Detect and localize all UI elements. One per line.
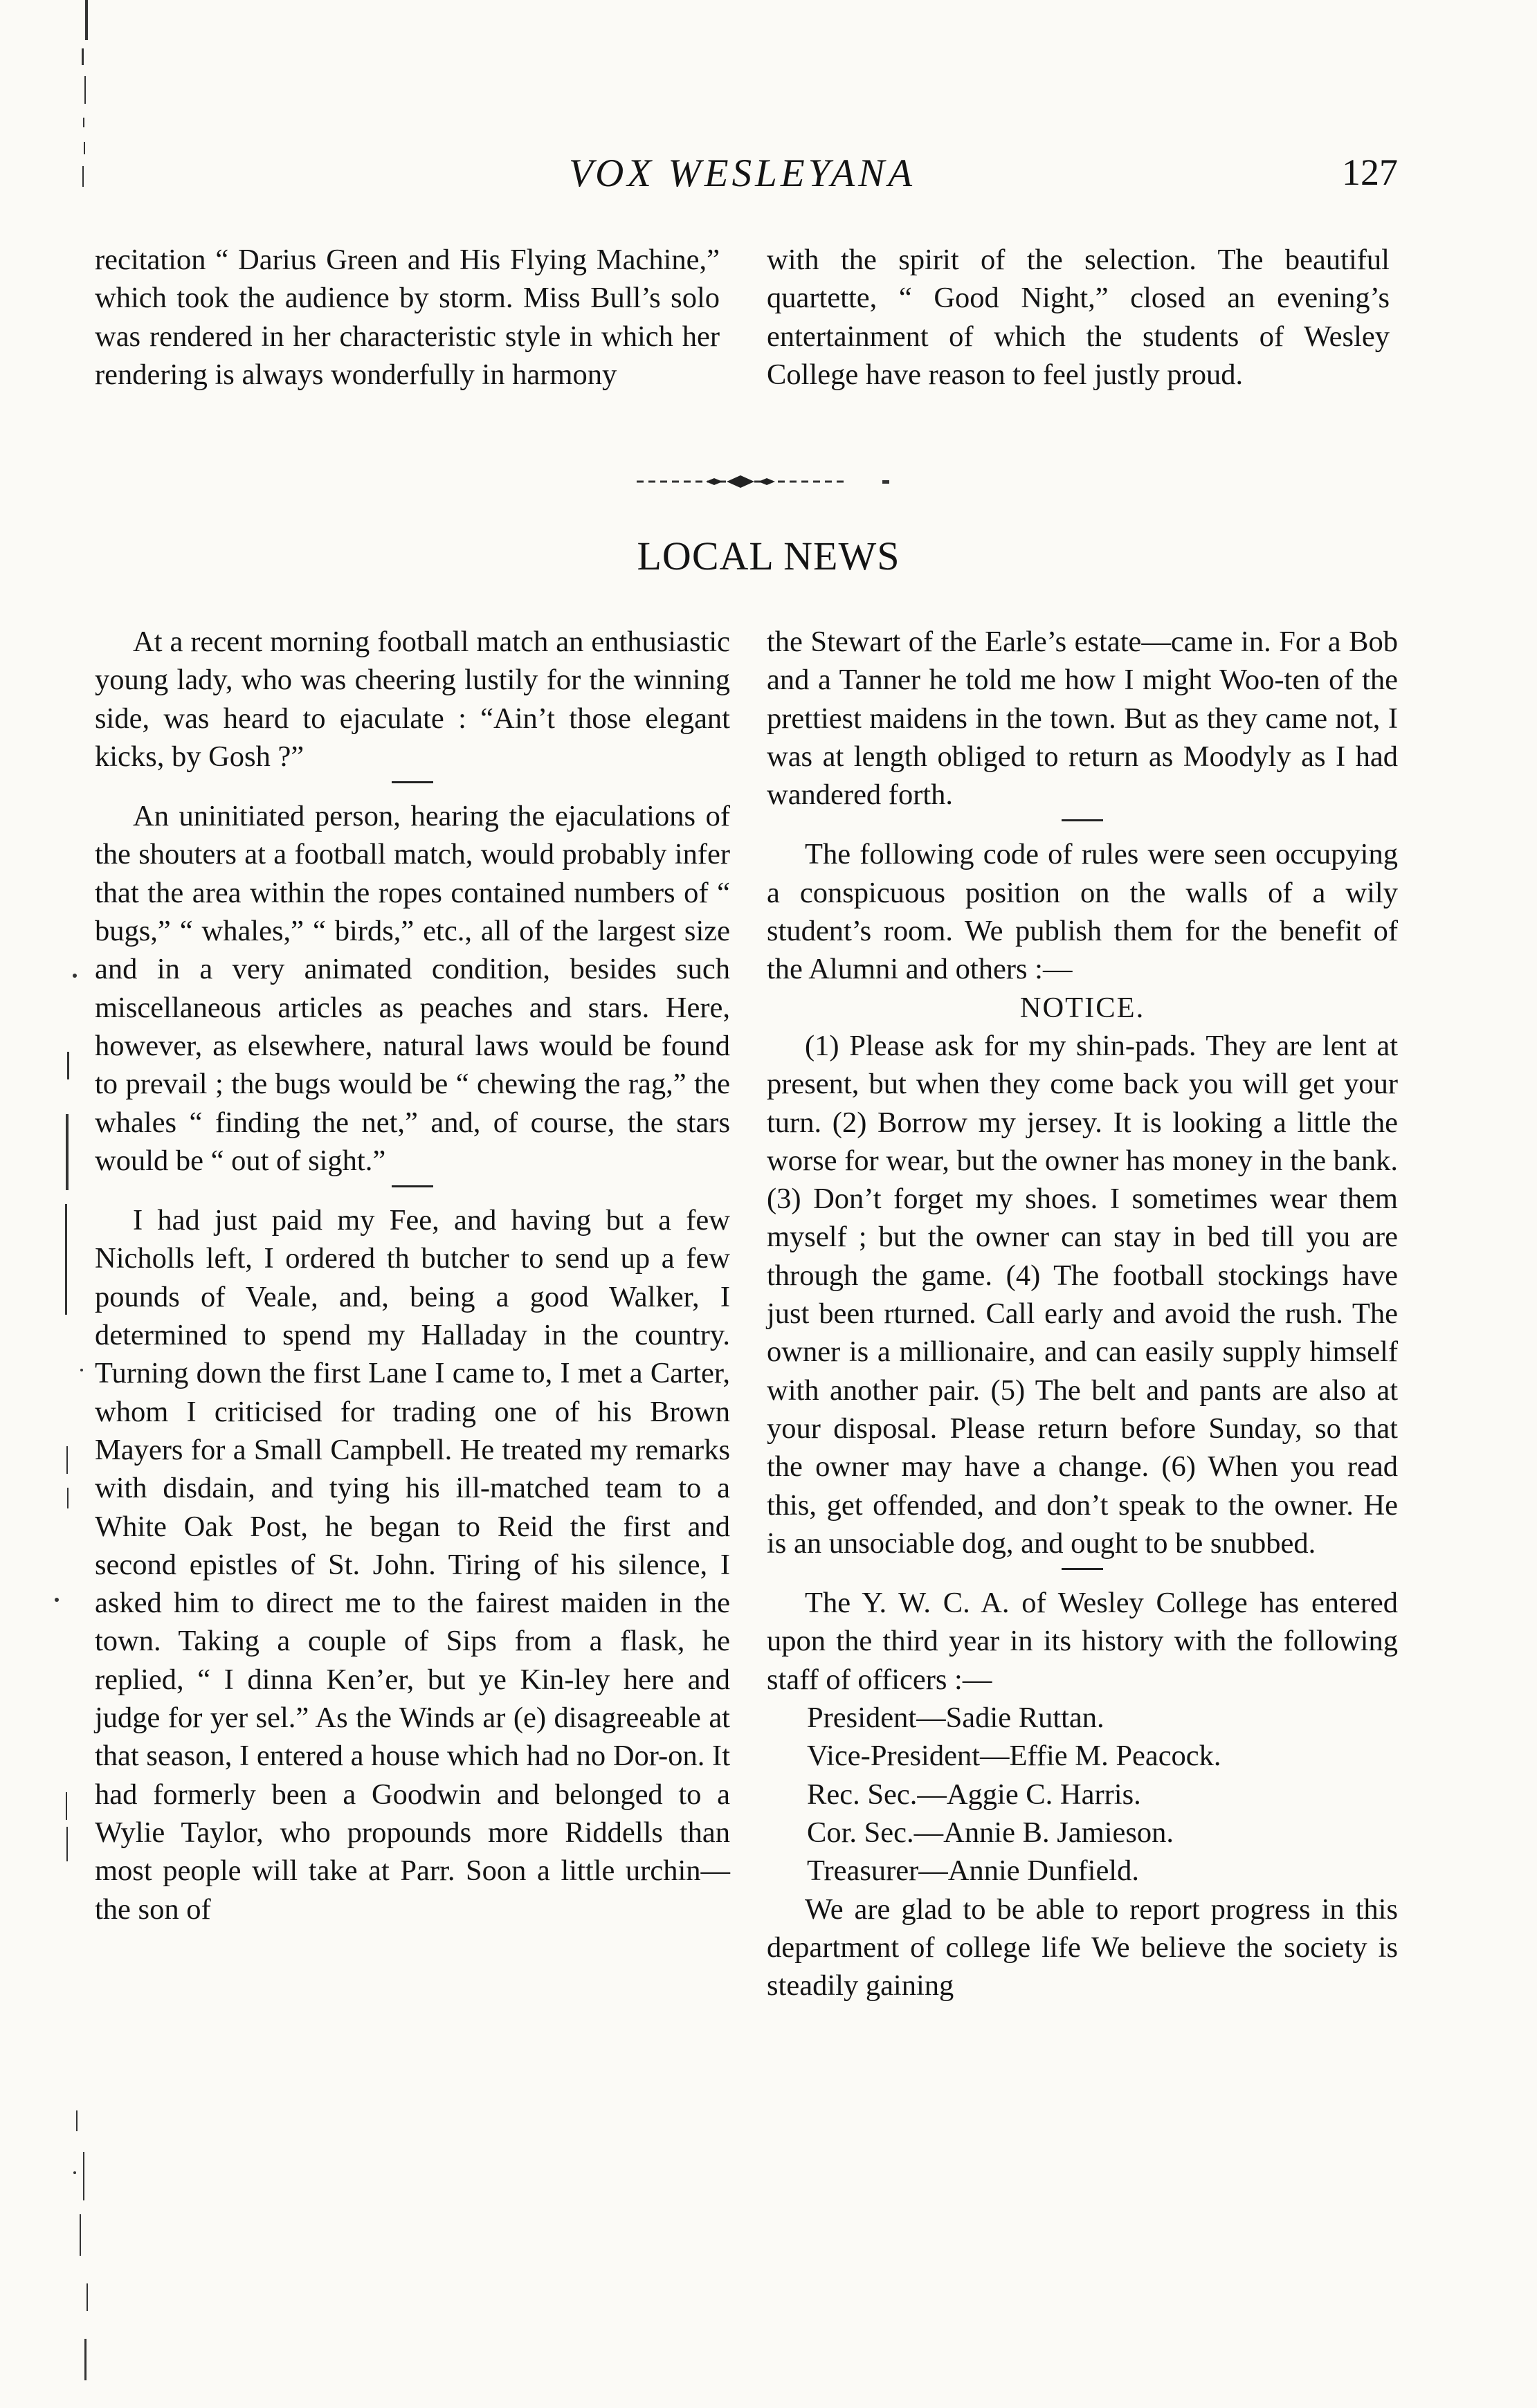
section-divider-ornament	[637, 473, 900, 491]
officer-line: Rec. Sec.—Aggie C. Harris.	[807, 1778, 1141, 1811]
officer-line: Cor. Sec.—Annie B. Jamieson.	[807, 1816, 1174, 1849]
notice-title: NOTICE.	[1019, 991, 1145, 1024]
ywca-intro: The Y. W. C. A. of Wesley College has entered upon the third year in its history with the following staff of officers :—	[767, 1587, 1398, 1696]
rules-intro-paragraph: The following code of rules were seen occupying a conspicuous position on the walls of a wily student’s room. We publish them for the benefit of the Alumni and others :—	[767, 838, 1398, 986]
paragraph-separator	[392, 781, 433, 783]
paragraph-separator	[1062, 819, 1103, 821]
story-paragraph: I had just paid my Fee, and having but a few Nicholls left, I ordered th butcher to send up a few pounds of Veale, and, being a good Walker, I determined to spend my Halladay in the country. Turning down the first Lane I came to, I met a Carter, whom I criticised for trading one of his Brown Mayers for a Small Campbell. He treated my remarks with disdain, and tying his ill-matched team to a White Oak Post, he began to Reid the first and second epistles of St. John. Tiring of his silence, I asked him to direct me to the fairest maiden in the town. Taking a couple of Sips from a flask, he replied, “ I dinna Ken’er, but ye Kin-ley here and judge for yer sel.” As the Winds ar (e) disagreeable at that season, I entered a house which had no Dor-on. It had formerly been a Goodwin and belonged to a Wylie Taylor, who propounds more Riddells than most people will take at Parr. Soon a little urchin—the son of	[95, 1204, 730, 1926]
top-right-column	[767, 241, 1390, 394]
officer-line: President—Sadie Ruttan.	[807, 1702, 1104, 1735]
paragraph-separator	[1062, 1568, 1103, 1570]
left-column	[95, 623, 730, 1928]
running-head	[87, 151, 1398, 199]
closing-paragraph: We are glad to be able to report progress in this department of college life We believe the society is steadily gaining	[767, 1892, 1398, 2003]
top-left-column	[95, 241, 720, 394]
journal-title: VOX WESLEYANA	[568, 152, 916, 195]
paragraph-separator	[392, 1185, 433, 1187]
right-column	[767, 623, 1398, 2005]
section-heading: LOCAL NEWS	[637, 533, 900, 578]
officer-line: Treasurer—Annie Dunfield.	[807, 1854, 1139, 1888]
football-match-paragraph: At a recent morning football match an enthusiastic young lady, who was cheering lustily for the winning side, was heard to ejaculate : “Ain’t those elegant kicks, by Gosh ?”	[95, 626, 730, 773]
officer-line: Vice-President—Effie M. Peacock.	[807, 1740, 1221, 1773]
story-continuation: the Stewart of the Earle’s estate—came in. For a Bob and a Tanner he told me how I might Woo-ten of the prettiest maidens in the town. But as they came not, I was at length obliged to return as Moodyly as I had wandered forth.	[767, 626, 1398, 812]
page-number: 127	[1342, 152, 1398, 193]
continued-paragraph-left: recitation “ Darius Green and His Flying Machine,” which took the audience by storm. Miss Bull’s solo was rendered in her characteristic style in which her rendering is always wonderfully in harmony	[95, 244, 720, 391]
notice-body: (1) Please ask for my shin-pads. They are lent at present, but when they come back you will get your turn. (2) Borrow my jersey. It is looking a little the worse for wear, but the owner has money in the bank. (3) Don’t forget my shoes. I sometimes wear them myself ; but the owner can stay in bed till you are through the game. (4) The football stockings have just been rturned. Call early and avoid the rush. The owner is a millionaire, and can easily supply himself with another pair. (5) The belt and pants are also at your disposal. Please return before Sunday, so that the owner may have a change. (6) When you read this, get offended, and don’t speak to the owner. He is an unsociable dog, and ought to be snubbed.	[767, 1029, 1398, 1560]
uninitiated-person-paragraph: An uninitiated person, hearing the ejaculations of the shouters at a football match, would probably infer that the area within the ropes contained numbers of “ bugs,” “ whales,” “ birds,” etc., all of the largest size and in a very animated condition, besides such miscellaneous articles as peaches and stars. Here, however, as elsewhere, natural laws would be found to prevail ; the bugs would be “ chewing the rag,” the whales “ finding the net,” and, of course, the stars would be “ out of sight.”	[95, 800, 730, 1177]
continued-paragraph-right: with the spirit of the selection. The beautiful quartette, “ Good Night,” closed an evening’s entertainment of which the students of Wesley College have reason to feel justly proud.	[767, 244, 1390, 391]
